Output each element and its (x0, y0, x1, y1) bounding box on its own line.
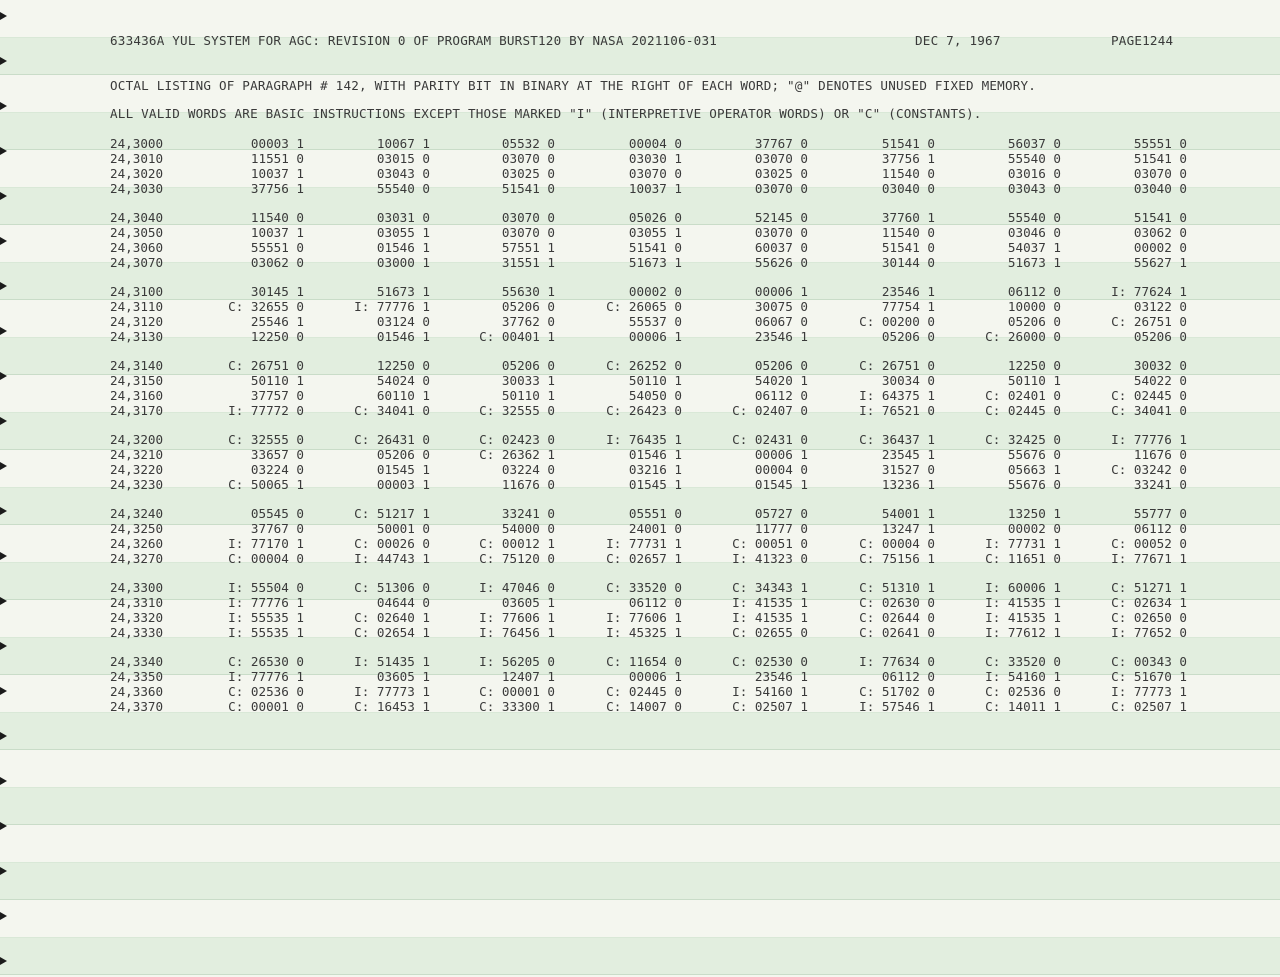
octal-word: C: 02431 0 (732, 432, 808, 447)
octal-word: 54001 1 (881, 506, 935, 521)
octal-word: 11676 0 (1133, 447, 1187, 462)
octal-word: 03055 1 (376, 225, 430, 240)
octal-word: 03605 1 (501, 595, 555, 610)
octal-word: C: 02507 1 (732, 699, 808, 714)
octal-word: C: 02650 0 (1111, 610, 1187, 625)
octal-word: C: 02445 0 (1111, 388, 1187, 403)
octal-word: 00006 1 (754, 284, 808, 299)
octal-word: 54050 0 (628, 388, 682, 403)
octal-word: 55627 1 (1133, 255, 1187, 270)
octal-word: C: 75120 0 (479, 551, 555, 566)
octal-word: I: 55504 0 (228, 580, 304, 595)
row-address: 24,3170 (110, 403, 164, 418)
octal-word: C: 26065 0 (606, 299, 682, 314)
octal-word: 77754 1 (881, 299, 935, 314)
octal-word: I: 51435 1 (354, 654, 430, 669)
octal-word: C: 32655 0 (228, 299, 304, 314)
octal-word: C: 36437 1 (859, 432, 935, 447)
octal-word: I: 56205 0 (479, 654, 555, 669)
octal-word: 30033 1 (501, 373, 555, 388)
octal-word: I: 77652 0 (1111, 625, 1187, 640)
octal-word: 05206 0 (881, 329, 935, 344)
octal-word: 11777 0 (754, 521, 808, 536)
octal-word: 50001 0 (376, 521, 430, 536)
octal-word: 03070 0 (754, 225, 808, 240)
octal-word: 00003 1 (376, 477, 430, 492)
octal-word: I: 77776 1 (1111, 432, 1187, 447)
row-address: 24,3030 (110, 181, 164, 196)
octal-word: C: 02445 0 (606, 684, 682, 699)
octal-word: 54024 0 (376, 373, 430, 388)
octal-word: I: 77773 1 (354, 684, 430, 699)
octal-word: C: 33520 0 (606, 580, 682, 595)
octal-word: 30145 1 (250, 284, 304, 299)
octal-word: C: 11651 0 (985, 551, 1061, 566)
octal-word: I: 77776 1 (228, 595, 304, 610)
octal-word: 11551 0 (250, 151, 304, 166)
octal-word: 03043 0 (376, 166, 430, 181)
octal-word: 33241 0 (501, 506, 555, 521)
octal-word: C: 14007 0 (606, 699, 682, 714)
octal-word: 23546 1 (754, 669, 808, 684)
octal-word: C: 00052 0 (1111, 536, 1187, 551)
row-address: 24,3010 (110, 151, 164, 166)
octal-word: I: 77170 1 (228, 536, 304, 551)
octal-word: I: 76435 1 (606, 432, 682, 447)
octal-word: C: 26423 0 (606, 403, 682, 418)
octal-word: 05545 0 (250, 506, 304, 521)
octal-word: I: 77776 1 (228, 669, 304, 684)
octal-word: C: 11654 0 (606, 654, 682, 669)
octal-word: 06112 0 (1133, 521, 1187, 536)
octal-word: C: 02655 0 (732, 625, 808, 640)
octal-word: 03070 0 (754, 181, 808, 196)
octal-word: 11540 0 (881, 225, 935, 240)
octal-word: 52145 0 (754, 210, 808, 225)
row-address: 24,3210 (110, 447, 164, 462)
octal-word: 03025 0 (501, 166, 555, 181)
octal-word: 33657 0 (250, 447, 304, 462)
octal-word: 13250 1 (1007, 506, 1061, 521)
octal-word: I: 41535 1 (985, 610, 1061, 625)
octal-word: 03043 0 (1007, 181, 1061, 196)
octal-word: 33241 0 (1133, 477, 1187, 492)
row-address: 24,3070 (110, 255, 164, 270)
octal-word: C: 33520 0 (985, 654, 1061, 669)
octal-word: 05206 0 (376, 447, 430, 462)
octal-word: C: 51217 1 (354, 506, 430, 521)
octal-word: I: 77612 1 (985, 625, 1061, 640)
header-date: DEC 7, 1967 (915, 33, 1001, 48)
octal-word: C: 00012 1 (479, 536, 555, 551)
octal-word: 03070 0 (628, 166, 682, 181)
octal-word: C: 51310 1 (859, 580, 935, 595)
row-address: 24,3310 (110, 595, 164, 610)
octal-word: C: 02654 1 (354, 625, 430, 640)
octal-word: 51673 1 (628, 255, 682, 270)
octal-word: C: 02536 0 (228, 684, 304, 699)
octal-word: 05206 0 (1007, 314, 1061, 329)
octal-word: C: 00200 0 (859, 314, 935, 329)
row-address: 24,3040 (110, 210, 164, 225)
octal-word: I: 41535 1 (732, 595, 808, 610)
octal-word: 31527 0 (881, 462, 935, 477)
octal-word: 55777 0 (1133, 506, 1187, 521)
octal-word: 05206 0 (501, 358, 555, 373)
octal-word: I: 77731 1 (985, 536, 1061, 551)
octal-word: 60110 1 (376, 388, 430, 403)
row-address: 24,3200 (110, 432, 164, 447)
octal-word: C: 02445 0 (985, 403, 1061, 418)
octal-word: 03122 0 (1133, 299, 1187, 314)
octal-word: 06067 0 (754, 314, 808, 329)
octal-word: 51541 0 (881, 240, 935, 255)
octal-word: C: 02640 1 (354, 610, 430, 625)
octal-word: 03025 0 (754, 166, 808, 181)
octal-word: 00006 1 (628, 669, 682, 684)
octal-word: 13247 1 (881, 521, 935, 536)
octal-word: C: 00001 0 (228, 699, 304, 714)
octal-word: I: 55535 1 (228, 625, 304, 640)
octal-word: 05206 0 (1133, 329, 1187, 344)
octal-word: C: 02641 0 (859, 625, 935, 640)
octal-word: I: 77606 1 (479, 610, 555, 625)
row-address: 24,3050 (110, 225, 164, 240)
octal-word: 55676 0 (1007, 477, 1061, 492)
octal-word: C: 26530 0 (228, 654, 304, 669)
octal-word: C: 34041 0 (354, 403, 430, 418)
octal-word: 00004 0 (628, 136, 682, 151)
row-address: 24,3150 (110, 373, 164, 388)
octal-word: 55551 0 (1133, 136, 1187, 151)
row-address: 24,3020 (110, 166, 164, 181)
octal-word: C: 34343 1 (732, 580, 808, 595)
octal-word: 54037 1 (1007, 240, 1061, 255)
octal-word: C: 26431 0 (354, 432, 430, 447)
octal-word: 51541 0 (881, 136, 935, 151)
octal-word: C: 16453 1 (354, 699, 430, 714)
octal-word: I: 77634 0 (859, 654, 935, 669)
octal-word: 03124 0 (376, 314, 430, 329)
octal-word: 03016 0 (1007, 166, 1061, 181)
octal-word: 50110 1 (628, 373, 682, 388)
octal-word: 12250 0 (1007, 358, 1061, 373)
row-address: 24,3000 (110, 136, 164, 151)
row-address: 24,3220 (110, 462, 164, 477)
octal-word: 00002 0 (1133, 240, 1187, 255)
octal-word: 03070 0 (1133, 166, 1187, 181)
octal-word: 05727 0 (754, 506, 808, 521)
octal-word: 55540 0 (1007, 151, 1061, 166)
octal-word: I: 76521 0 (859, 403, 935, 418)
octal-word: 05551 0 (628, 506, 682, 521)
octal-word: I: 77731 1 (606, 536, 682, 551)
octal-word: I: 45325 1 (606, 625, 682, 640)
row-address: 24,3340 (110, 654, 164, 669)
row-address: 24,3120 (110, 314, 164, 329)
octal-word: I: 55535 1 (228, 610, 304, 625)
octal-word: C: 26751 0 (859, 358, 935, 373)
octal-word: 01546 1 (376, 240, 430, 255)
octal-word: 00002 0 (1007, 521, 1061, 536)
octal-word: 30034 0 (881, 373, 935, 388)
row-address: 24,3160 (110, 388, 164, 403)
octal-word: 37762 0 (501, 314, 555, 329)
octal-word: C: 75156 1 (859, 551, 935, 566)
octal-word: 03040 0 (881, 181, 935, 196)
octal-word: 06112 0 (1007, 284, 1061, 299)
octal-word: 57551 1 (501, 240, 555, 255)
octal-word: C: 00051 0 (732, 536, 808, 551)
octal-word: 03031 0 (376, 210, 430, 225)
octal-word: 11676 0 (501, 477, 555, 492)
octal-word: 55540 0 (1007, 210, 1061, 225)
octal-word: 03605 1 (376, 669, 430, 684)
octal-word: I: 47046 0 (479, 580, 555, 595)
octal-word: 51541 0 (501, 181, 555, 196)
octal-word: C: 02536 0 (985, 684, 1061, 699)
octal-word: 01546 1 (376, 329, 430, 344)
octal-word: 55676 0 (1007, 447, 1061, 462)
octal-word: 00004 0 (754, 462, 808, 477)
octal-word: 37767 0 (754, 136, 808, 151)
row-address: 24,3250 (110, 521, 164, 536)
octal-word: 30032 0 (1133, 358, 1187, 373)
octal-word: 23546 1 (754, 329, 808, 344)
row-address: 24,3230 (110, 477, 164, 492)
octal-word: I: 77773 1 (1111, 684, 1187, 699)
octal-word: 13236 1 (881, 477, 935, 492)
octal-word: 00006 1 (628, 329, 682, 344)
octal-word: C: 00001 0 (479, 684, 555, 699)
octal-word: 03070 0 (501, 225, 555, 240)
octal-word: C: 32555 0 (479, 403, 555, 418)
octal-word: 51673 1 (376, 284, 430, 299)
octal-word: 11540 0 (250, 210, 304, 225)
listing-note-line-1: OCTAL LISTING OF PARAGRAPH # 142, WITH PARITY BIT IN BINARY AT THE RIGHT OF EACH WORD; "@" DENOTES UNUSED FIXED MEMORY. (110, 78, 1037, 93)
octal-word: I: 76456 1 (479, 625, 555, 640)
row-address: 24,3110 (110, 299, 164, 314)
octal-word: C: 02630 0 (859, 595, 935, 610)
octal-word: 03216 1 (628, 462, 682, 477)
octal-word: C: 34041 0 (1111, 403, 1187, 418)
octal-word: 50110 1 (1007, 373, 1061, 388)
octal-word: 55537 0 (628, 314, 682, 329)
octal-word: 05206 0 (754, 358, 808, 373)
octal-word: 04644 0 (376, 595, 430, 610)
octal-word: 54020 1 (754, 373, 808, 388)
octal-word: C: 51271 1 (1111, 580, 1187, 595)
row-address: 24,3320 (110, 610, 164, 625)
octal-word: 03030 1 (628, 151, 682, 166)
octal-word: C: 50065 1 (228, 477, 304, 492)
row-address: 24,3360 (110, 684, 164, 699)
octal-word: 25546 1 (250, 314, 304, 329)
octal-word: C: 00004 0 (859, 536, 935, 551)
octal-word: 03015 0 (376, 151, 430, 166)
octal-word: I: 64375 1 (859, 388, 935, 403)
octal-word: I: 77772 0 (228, 403, 304, 418)
octal-word: I: 77776 1 (354, 299, 430, 314)
octal-word: C: 02530 0 (732, 654, 808, 669)
octal-word: 03000 1 (376, 255, 430, 270)
octal-word: C: 26751 0 (228, 358, 304, 373)
octal-word: 23546 1 (881, 284, 935, 299)
octal-word: 05206 0 (501, 299, 555, 314)
octal-word: C: 33300 1 (479, 699, 555, 714)
octal-word: C: 02507 1 (1111, 699, 1187, 714)
octal-word: 12250 0 (376, 358, 430, 373)
octal-word: 24001 0 (628, 521, 682, 536)
octal-word: 01545 1 (376, 462, 430, 477)
octal-word: I: 77606 1 (606, 610, 682, 625)
octal-word: 03224 0 (501, 462, 555, 477)
row-address: 24,3370 (110, 699, 164, 714)
octal-word: I: 41535 1 (985, 595, 1061, 610)
row-address: 24,3100 (110, 284, 164, 299)
octal-word: 55551 0 (250, 240, 304, 255)
octal-word: I: 54160 1 (732, 684, 808, 699)
octal-word: 31551 1 (501, 255, 555, 270)
row-address: 24,3300 (110, 580, 164, 595)
octal-word: C: 02407 0 (732, 403, 808, 418)
octal-word: 55630 1 (501, 284, 555, 299)
octal-word: 37756 1 (250, 181, 304, 196)
octal-word: 54000 0 (501, 521, 555, 536)
octal-word: 51541 0 (628, 240, 682, 255)
octal-word: C: 00004 0 (228, 551, 304, 566)
row-address: 24,3140 (110, 358, 164, 373)
row-address: 24,3060 (110, 240, 164, 255)
octal-word: 03055 1 (628, 225, 682, 240)
row-address: 24,3330 (110, 625, 164, 640)
octal-word: 03062 0 (250, 255, 304, 270)
octal-word: 06112 0 (754, 388, 808, 403)
octal-word: 03062 0 (1133, 225, 1187, 240)
octal-word: C: 02634 1 (1111, 595, 1187, 610)
octal-word: 03224 0 (250, 462, 304, 477)
octal-word: 30075 0 (754, 299, 808, 314)
octal-word: 10000 0 (1007, 299, 1061, 314)
octal-word: 03070 0 (501, 151, 555, 166)
header-page: PAGE1244 (1111, 33, 1174, 48)
octal-word: C: 00401 1 (479, 329, 555, 344)
row-address: 24,3260 (110, 536, 164, 551)
octal-word: C: 02423 0 (479, 432, 555, 447)
octal-word: 03040 0 (1133, 181, 1187, 196)
octal-word: 12250 0 (250, 329, 304, 344)
octal-word: 37757 0 (250, 388, 304, 403)
octal-word: C: 00343 0 (1111, 654, 1187, 669)
octal-word: 10037 1 (250, 225, 304, 240)
octal-word: I: 57546 1 (859, 699, 935, 714)
row-address: 24,3350 (110, 669, 164, 684)
octal-word: C: 03242 0 (1111, 462, 1187, 477)
octal-word: 00002 0 (628, 284, 682, 299)
octal-word: 05532 0 (501, 136, 555, 151)
octal-word: 60037 0 (754, 240, 808, 255)
octal-word: 56037 0 (1007, 136, 1061, 151)
octal-word: 03046 0 (1007, 225, 1061, 240)
octal-word: 51673 1 (1007, 255, 1061, 270)
octal-word: 03070 0 (754, 151, 808, 166)
octal-word: 06112 0 (628, 595, 682, 610)
octal-word: C: 32555 0 (228, 432, 304, 447)
octal-word: I: 41535 1 (732, 610, 808, 625)
octal-word: 37756 1 (881, 151, 935, 166)
octal-word: C: 51306 0 (354, 580, 430, 595)
octal-word: I: 44743 1 (354, 551, 430, 566)
row-address: 24,3240 (110, 506, 164, 521)
octal-word: C: 32425 0 (985, 432, 1061, 447)
octal-word: 10067 1 (376, 136, 430, 151)
octal-word: C: 00026 0 (354, 536, 430, 551)
octal-word: C: 14011 1 (985, 699, 1061, 714)
octal-word: I: 60006 1 (985, 580, 1061, 595)
octal-word: 51541 0 (1133, 210, 1187, 225)
octal-word: C: 26751 0 (1111, 314, 1187, 329)
octal-word: C: 26000 0 (985, 329, 1061, 344)
octal-word: C: 02644 0 (859, 610, 935, 625)
octal-word: 01545 1 (628, 477, 682, 492)
octal-word: 51541 0 (1133, 151, 1187, 166)
octal-word: 50110 1 (250, 373, 304, 388)
row-address: 24,3130 (110, 329, 164, 344)
header-title: 633436A YUL SYSTEM FOR AGC: REVISION 0 OF PROGRAM BURST120 BY NASA 2021106-031 (110, 33, 718, 48)
octal-word: C: 26362 1 (479, 447, 555, 462)
octal-word: 00006 1 (754, 447, 808, 462)
octal-word: I: 77624 1 (1111, 284, 1187, 299)
octal-word: 37767 0 (250, 521, 304, 536)
octal-word: 50110 1 (501, 388, 555, 403)
octal-word: 05663 1 (1007, 462, 1061, 477)
octal-word: C: 51702 0 (859, 684, 935, 699)
octal-word: I: 77671 1 (1111, 551, 1187, 566)
octal-word: 01545 1 (754, 477, 808, 492)
octal-word: 55626 0 (754, 255, 808, 270)
octal-word: C: 26252 0 (606, 358, 682, 373)
octal-word: 06112 0 (881, 669, 935, 684)
octal-word: 55540 0 (376, 181, 430, 196)
octal-word: 01546 1 (628, 447, 682, 462)
octal-word: 12407 1 (501, 669, 555, 684)
octal-word: 30144 0 (881, 255, 935, 270)
octal-word: C: 51670 1 (1111, 669, 1187, 684)
octal-word: 11540 0 (881, 166, 935, 181)
octal-word: 37760 1 (881, 210, 935, 225)
listing-note-line-2: ALL VALID WORDS ARE BASIC INSTRUCTIONS EXCEPT THOSE MARKED "I" (INTERPRETIVE OPERATOR WORDS) OR "C" (CONSTANTS). (110, 106, 982, 121)
octal-word: 03070 0 (501, 210, 555, 225)
octal-word: C: 02657 1 (606, 551, 682, 566)
octal-word: I: 41323 0 (732, 551, 808, 566)
octal-word: I: 54160 1 (985, 669, 1061, 684)
octal-word: C: 02401 0 (985, 388, 1061, 403)
octal-word: 00003 1 (250, 136, 304, 151)
row-address: 24,3270 (110, 551, 164, 566)
octal-word: 10037 1 (250, 166, 304, 181)
octal-word: 23545 1 (881, 447, 935, 462)
octal-word: 10037 1 (628, 181, 682, 196)
octal-word: 05026 0 (628, 210, 682, 225)
octal-word: 54022 0 (1133, 373, 1187, 388)
